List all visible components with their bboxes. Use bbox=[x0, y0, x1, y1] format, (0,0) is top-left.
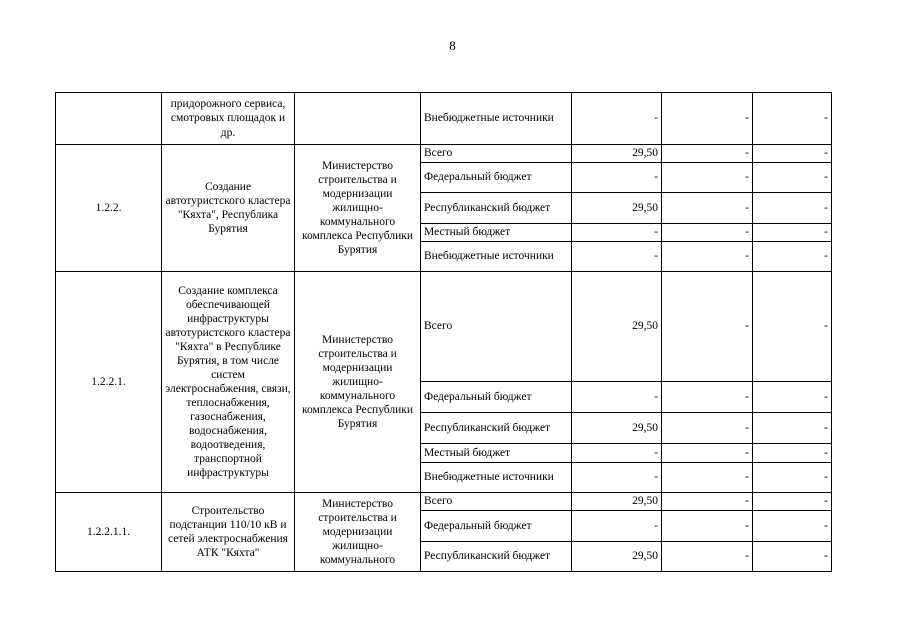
executor-cell: Министерство строительства и модернизации жилищно-коммунального комплекса Республики Бурятия bbox=[295, 272, 421, 493]
executor-cell: Министерство строительства и модернизации жилищно-коммунального bbox=[295, 493, 421, 572]
code-cell: 1.2.2. bbox=[56, 145, 162, 272]
activity-name-cell: Строительство подстанции 110/10 кВ и сетей электроснабжения АТК "Кяхта" bbox=[162, 493, 295, 572]
table-row bbox=[56, 493, 832, 511]
value-cell: - bbox=[662, 224, 753, 242]
value-cell: - bbox=[753, 163, 832, 193]
page-number: 8 bbox=[449, 38, 456, 53]
value-cell: - bbox=[753, 413, 832, 444]
funding-source-cell: Всего bbox=[421, 145, 572, 163]
value-cell: - bbox=[662, 242, 753, 272]
value-cell: - bbox=[753, 493, 832, 511]
value-cell: - bbox=[753, 463, 832, 493]
funding-source-cell: Федеральный бюджет bbox=[421, 163, 572, 193]
value-cell: - bbox=[662, 542, 753, 572]
value-cell: - bbox=[662, 272, 753, 382]
table-row bbox=[56, 272, 832, 382]
value-cell: - bbox=[572, 163, 662, 193]
value-cell: - bbox=[662, 382, 753, 413]
value-cell: 29,50 bbox=[572, 193, 662, 224]
executor-cell: Министерство строительства и модернизации жилищно-коммунального комплекса Республики Бурятия bbox=[295, 145, 421, 272]
activity-name-cell: придорожного сервиса, смотровых площадок и др. bbox=[162, 93, 295, 145]
funding-source-cell: Федеральный бюджет bbox=[421, 511, 572, 542]
value-cell: 29,50 bbox=[572, 493, 662, 511]
funding-source-cell: Внебюджетные источники bbox=[421, 463, 572, 493]
code-cell: 1.2.2.1.1. bbox=[56, 493, 162, 572]
value-cell: - bbox=[662, 444, 753, 463]
value-cell: - bbox=[753, 272, 832, 382]
value-cell: - bbox=[572, 93, 662, 145]
value-cell: - bbox=[753, 145, 832, 163]
value-cell: 29,50 bbox=[572, 145, 662, 163]
funding-source-cell: Всего bbox=[421, 272, 572, 382]
value-cell: - bbox=[572, 382, 662, 413]
activity-name-cell: Создание комплекса обеспечивающей инфраструктуры автотуристского кластера "Кяхта" в Республике Бурятия, в том числе систем электроснабжения, связи, теплоснабжения, газоснабжения, водоснабжения, водоотведения, транспортной инфраструктуры bbox=[162, 272, 295, 493]
value-cell: - bbox=[753, 511, 832, 542]
funding-source-cell: Местный бюджет bbox=[421, 444, 572, 463]
funding-source-cell: Республиканский бюджет bbox=[421, 542, 572, 572]
funding-source-cell: Федеральный бюджет bbox=[421, 382, 572, 413]
value-cell: - bbox=[753, 242, 832, 272]
funding-source-cell: Республиканский бюджет bbox=[421, 193, 572, 224]
table-row bbox=[56, 93, 832, 145]
value-cell: - bbox=[753, 542, 832, 572]
code-cell: 1.2.2.1. bbox=[56, 272, 162, 493]
funding-source-cell: Местный бюджет bbox=[421, 224, 572, 242]
executor-cell bbox=[295, 93, 421, 145]
value-cell: - bbox=[753, 382, 832, 413]
activity-name-cell: Создание автотуристского кластера "Кяхта", Республика Бурятия bbox=[162, 145, 295, 272]
value-cell: 29,50 bbox=[572, 272, 662, 382]
value-cell: - bbox=[753, 93, 832, 145]
value-cell: - bbox=[662, 511, 753, 542]
value-cell: - bbox=[572, 242, 662, 272]
value-cell: 29,50 bbox=[572, 542, 662, 572]
value-cell: - bbox=[753, 193, 832, 224]
budget-table bbox=[55, 92, 832, 572]
table-row bbox=[56, 145, 832, 163]
value-cell: - bbox=[662, 463, 753, 493]
value-cell: - bbox=[662, 193, 753, 224]
funding-source-cell: Всего bbox=[421, 493, 572, 511]
value-cell: - bbox=[662, 413, 753, 444]
value-cell: - bbox=[662, 93, 753, 145]
funding-source-cell: Республиканский бюджет bbox=[421, 413, 572, 444]
code-cell bbox=[56, 93, 162, 145]
value-cell: - bbox=[572, 463, 662, 493]
funding-source-cell: Внебюджетные источники bbox=[421, 242, 572, 272]
value-cell: - bbox=[572, 224, 662, 242]
value-cell: - bbox=[572, 511, 662, 542]
funding-source-cell: Внебюджетные источники bbox=[421, 93, 572, 145]
value-cell: - bbox=[662, 493, 753, 511]
value-cell: - bbox=[753, 444, 832, 463]
value-cell: - bbox=[753, 224, 832, 242]
value-cell: 29,50 bbox=[572, 413, 662, 444]
value-cell: - bbox=[662, 163, 753, 193]
value-cell: - bbox=[662, 145, 753, 163]
value-cell: - bbox=[572, 444, 662, 463]
